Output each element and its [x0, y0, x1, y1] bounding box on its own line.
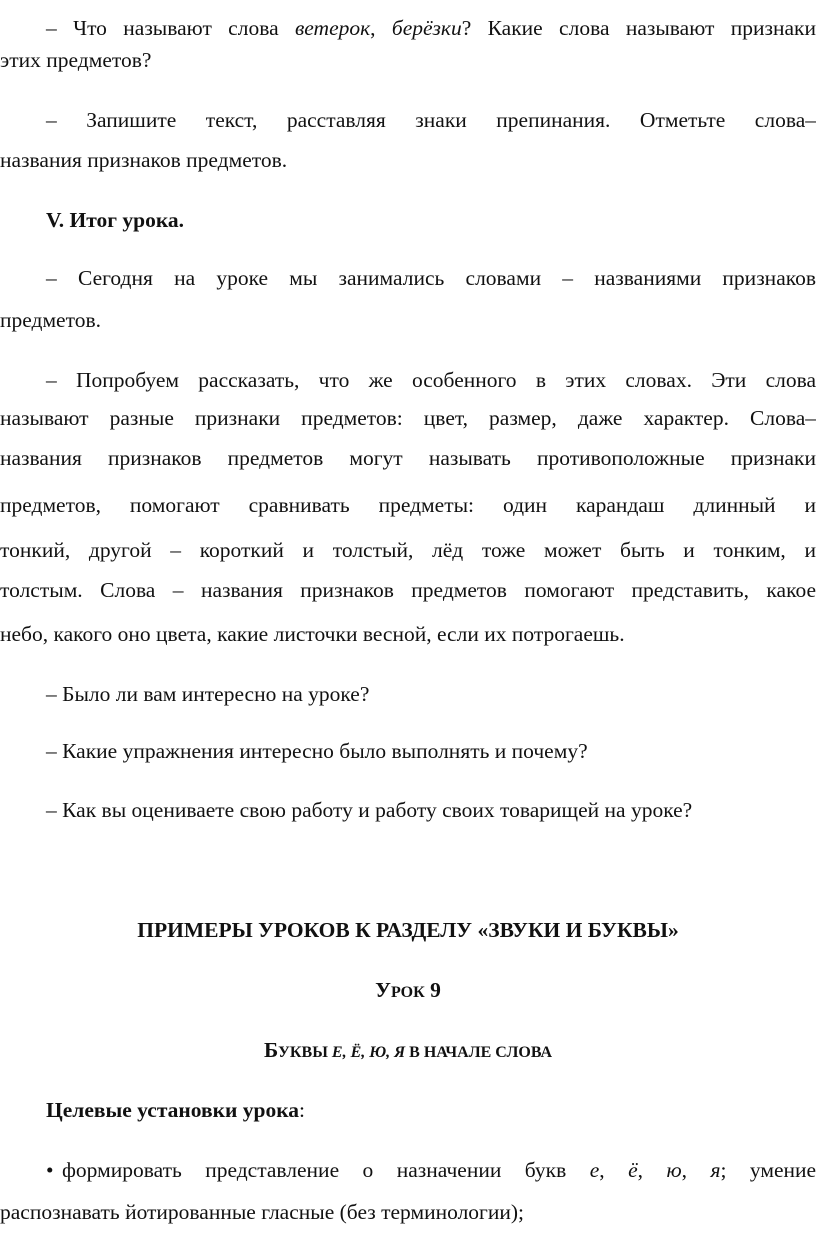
text-fragment: , [370, 16, 392, 40]
italic-letter: ю [666, 1158, 682, 1182]
text-fragment: , [637, 1158, 667, 1182]
paragraph-4-line-3: названия признаков предметов могут называть противоположные признаки [0, 446, 816, 470]
lesson-num: 9 [424, 978, 441, 1002]
text-fragment: формировать представление о назначении букв [62, 1158, 590, 1182]
text-fragment: , [599, 1158, 629, 1182]
paragraph-4-line-4: предметов, помогают сравнивать предметы: один карандаш длинный и [0, 493, 816, 517]
text-fragment: ? Какие слова называют признаки [461, 16, 816, 40]
paragraph-4-line-1: – Попробуем рассказать, что же особенного в этих словах. Эти слова [46, 368, 816, 392]
question-1: – Было ли вам интересно на уроке? [46, 682, 370, 706]
italic-letter: е [589, 1158, 600, 1182]
paragraph-4-line-6: толстым. Слова – названия признаков предметов помогают представить, какое [0, 578, 816, 602]
bullet-1-line-1 [46, 1156, 816, 1184]
paragraph-1-line-2: этих предметов? [0, 48, 152, 72]
bullet-1-line-2: распознавать йотированные гласные (без терминологии); [0, 1200, 525, 1224]
paragraph-3-line-1: – Сегодня на уроке мы занимались словами – названиями признаков [46, 266, 816, 290]
text-fragment: ; умение [720, 1158, 816, 1182]
italic-letter: я [710, 1158, 721, 1182]
paragraph-2-line-2: названия признаков предметов. [0, 148, 288, 172]
paragraph-3-line-2: предметов. [0, 308, 101, 332]
topic-rest: УКВЫ [278, 1044, 332, 1061]
section-heading-v: V. Итог урока. [46, 208, 185, 232]
lesson-topic [0, 1036, 816, 1067]
paragraph-4-line-7: небо, какого оно цвета, какие листочки весной, если их потрогаешь. [0, 622, 625, 646]
paragraph-1-line-1 [46, 14, 816, 42]
italic-word: берёзки [391, 16, 462, 40]
lesson-number [0, 976, 816, 1007]
goals-colon: : [299, 1098, 306, 1122]
italic-word: ветерок [294, 16, 371, 40]
bullet-icon: • [46, 1158, 54, 1182]
lesson-first-letter: У [375, 978, 391, 1002]
question-3: – Как вы оцениваете свою работу и работу своих товарищей на уроке? [46, 798, 693, 822]
paragraph-4-line-2: называют разные признаки предметов: цвет, размер, даже характер. Слова– [0, 406, 816, 430]
goals-heading [46, 1096, 816, 1124]
section-title: ПРИМЕРЫ УРОКОВ К РАЗДЕЛУ «ЗВУКИ И БУКВЫ» [137, 918, 679, 942]
paragraph-4-line-5: тонкий, другой – короткий и толстый, лёд тоже может быть и тонким, и [0, 538, 816, 562]
text-fragment: – Что называют слова [46, 16, 295, 40]
lesson-rest: РОК [390, 984, 425, 1001]
question-2: – Какие упражнения интересно было выполнять и почему? [46, 739, 588, 763]
text-fragment: , [681, 1158, 711, 1182]
topic-letters: Е, Ё, Ю, Я [331, 1044, 406, 1061]
topic-tail: В НАЧАЛЕ СЛОВА [405, 1044, 553, 1061]
paragraph-2-line-1: – Запишите текст, расставляя знаки препинания. Отметьте слова– [46, 108, 816, 132]
italic-letter: ё [628, 1158, 638, 1182]
topic-first-letter: Б [263, 1038, 279, 1062]
goals-label: Целевые установки урока [46, 1098, 300, 1122]
